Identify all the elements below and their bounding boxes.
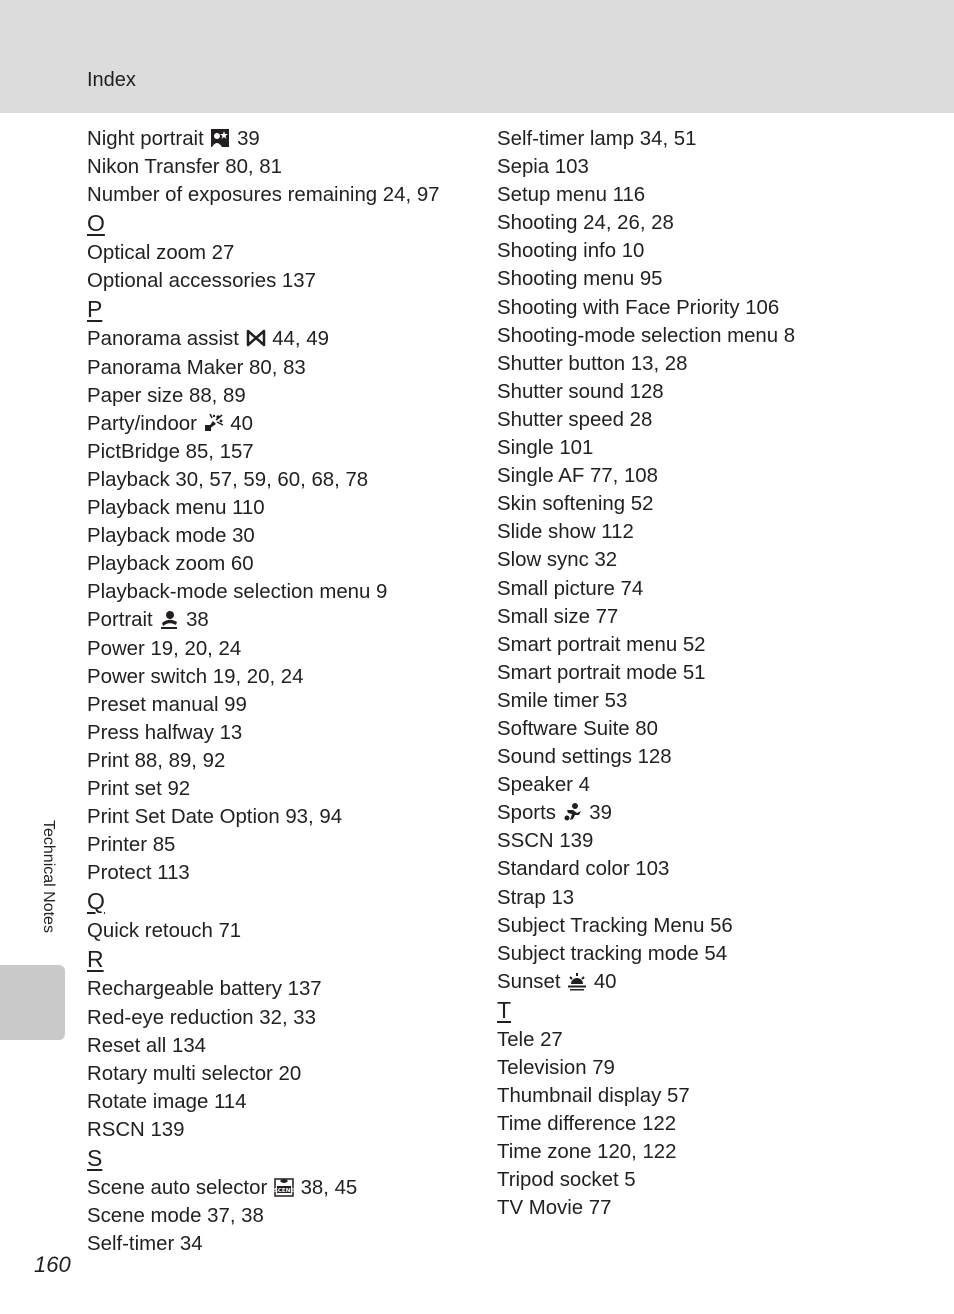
- index-entry: Printer 85: [87, 834, 176, 857]
- index-entry: [87, 1173, 477, 1201]
- panorama-assist-icon: [246, 327, 266, 347]
- index-entry: Sepia 103: [497, 156, 589, 179]
- index-letter-heading: Q: [87, 888, 105, 915]
- index-entry: Shooting info 10: [497, 240, 645, 263]
- index-entry: Optional accessories 137: [87, 270, 316, 293]
- index-entry: Single 101: [497, 437, 594, 460]
- scene-auto-selector-icon: [274, 1176, 294, 1196]
- index-entry-pages: 40: [593, 970, 617, 993]
- index-entry: Reset all 134: [87, 1034, 207, 1057]
- sports-icon: [563, 801, 583, 821]
- index-entry: SSCN 139: [497, 830, 594, 853]
- index-entry: Subject tracking mode 54: [497, 942, 728, 965]
- index-entry: Self-timer lamp 34, 51: [497, 128, 697, 150]
- index-column-right: [497, 124, 937, 1222]
- index-entry: Rechargeable battery 137: [87, 978, 322, 1001]
- index-entry: [87, 324, 477, 352]
- index-entry-text: Scene auto selector: [87, 1177, 268, 1199]
- index-entry: Self-timer 34: [87, 1233, 203, 1256]
- index-entry: Subject Tracking Menu 56: [497, 914, 733, 937]
- index-letter-heading: S: [87, 1145, 103, 1171]
- svg-text:SCENE: SCENE: [273, 1188, 294, 1194]
- index-entry: Shooting with Face Priority 106: [497, 296, 780, 319]
- index-entry: Television 79: [497, 1057, 615, 1079]
- index-entry: Playback mode 30: [87, 525, 255, 548]
- index-entry: Shutter sound 128: [497, 380, 664, 403]
- index-entry: Shooting menu 95: [497, 268, 663, 291]
- index-entry: Smile timer 53: [497, 689, 628, 712]
- index-column-left: [87, 124, 477, 1257]
- index-entry: Number of exposures remaining 24, 97: [87, 184, 440, 207]
- index-entry: Thumbnail display 57: [497, 1085, 690, 1108]
- index-entry-text: Sports: [497, 802, 556, 825]
- page-title: Index: [87, 69, 136, 91]
- index-entry: [87, 605, 477, 633]
- sunset-icon: [567, 970, 587, 990]
- index-entry: Shooting-mode selection menu 8: [497, 324, 796, 347]
- index-entry: Time zone 120, 122: [497, 1141, 677, 1164]
- page-number: 160: [34, 1252, 71, 1277]
- index-entry: Tripod socket 5: [497, 1169, 636, 1192]
- index-entry-text: Night portrait: [87, 128, 204, 150]
- index-entry-text: Sunset: [497, 970, 561, 993]
- index-entry: Optical zoom 27: [87, 242, 235, 265]
- index-entry: Shutter button 13, 28: [497, 352, 688, 375]
- index-entry: Tele 27: [497, 1028, 563, 1051]
- section-tab: [0, 965, 65, 1040]
- index-entry: Paper size 88, 89: [87, 384, 246, 407]
- index-entry: Slow sync 32: [497, 549, 618, 572]
- index-entry: Playback 30, 57, 59, 60, 68, 78: [87, 468, 369, 491]
- index-letter-heading: R: [87, 946, 104, 973]
- index-entry: Smart portrait mode 51: [497, 661, 706, 684]
- index-entry: Print 88, 89, 92: [87, 749, 226, 772]
- index-entry-text: Panorama assist: [87, 328, 239, 351]
- index-entry: Print Set Date Option 93, 94: [87, 806, 343, 829]
- index-entry: Standard color 103: [497, 858, 670, 881]
- index-entry: Power 19, 20, 24: [87, 637, 242, 660]
- index-letter-heading: P: [87, 296, 103, 323]
- index-entry-pages: 40: [230, 412, 253, 435]
- index-entry: Single AF 77, 108: [497, 465, 658, 488]
- index-entry-text: Party/indoor: [87, 412, 197, 435]
- index-entry: Red-eye reduction 32, 33: [87, 1006, 316, 1029]
- index-entry: [87, 124, 477, 152]
- index-entry-pages: 38, 45: [300, 1177, 358, 1199]
- index-entry: Print set 92: [87, 777, 191, 800]
- index-entry: Press halfway 13: [87, 721, 243, 744]
- index-entry: Rotate image 114: [87, 1090, 247, 1113]
- page-header: [0, 0, 954, 113]
- index-entry: Rotary multi selector 20: [87, 1062, 302, 1085]
- index-entry-pages: 38: [186, 609, 209, 632]
- index-entry: Small size 77: [497, 605, 619, 628]
- index-entry: Shooting 24, 26, 28: [497, 212, 674, 235]
- index-entry: Sound settings 128: [497, 746, 672, 769]
- index-entry: Power switch 19, 20, 24: [87, 665, 304, 688]
- index-entry: Time difference 122: [497, 1113, 677, 1136]
- index-entry: Small picture 74: [497, 577, 644, 600]
- index-entry: Software Suite 80: [497, 717, 658, 740]
- index-entry: Playback menu 110: [87, 497, 265, 520]
- index-entry: Smart portrait menu 52: [497, 633, 706, 656]
- index-entry: [87, 409, 477, 437]
- index-entry: Nikon Transfer 80, 81: [87, 156, 282, 179]
- index-entry: Slide show 112: [497, 521, 634, 544]
- section-label: Technical Notes: [40, 820, 57, 933]
- index-letter-heading: O: [87, 210, 105, 237]
- index-entry: [497, 798, 937, 826]
- portrait-icon: [159, 608, 179, 628]
- index-entry: Preset manual 99: [87, 693, 247, 716]
- index-entry: PictBridge 85, 157: [87, 440, 254, 463]
- index-entry: Playback zoom 60: [87, 553, 254, 576]
- index-entry: RSCN 139: [87, 1118, 185, 1141]
- index-entry: TV Movie 77: [497, 1197, 612, 1220]
- index-letter-heading: T: [497, 996, 512, 1023]
- index-entry: Protect 113: [87, 862, 190, 885]
- index-entry: Scene mode 37, 38: [87, 1205, 264, 1228]
- index-entry: Quick retouch 71: [87, 920, 242, 943]
- index-entry: Shutter speed 28: [497, 408, 653, 431]
- index-entry-text: Portrait: [87, 609, 153, 632]
- night-portrait-icon: [210, 127, 230, 147]
- index-entry: Strap 13: [497, 886, 575, 909]
- index-entry-pages: 39: [589, 802, 612, 825]
- party-indoor-icon: [204, 412, 224, 432]
- index-entry: Playback-mode selection menu 9: [87, 581, 388, 604]
- index-entry: Skin softening 52: [497, 493, 654, 516]
- index-entry-pages: 39: [237, 128, 260, 150]
- index-entry: Setup menu 116: [497, 184, 646, 207]
- index-entry: Speaker 4: [497, 774, 590, 797]
- index-entry: [497, 967, 937, 995]
- index-entry: Panorama Maker 80, 83: [87, 356, 306, 379]
- index-entry-pages: 44, 49: [272, 328, 329, 351]
